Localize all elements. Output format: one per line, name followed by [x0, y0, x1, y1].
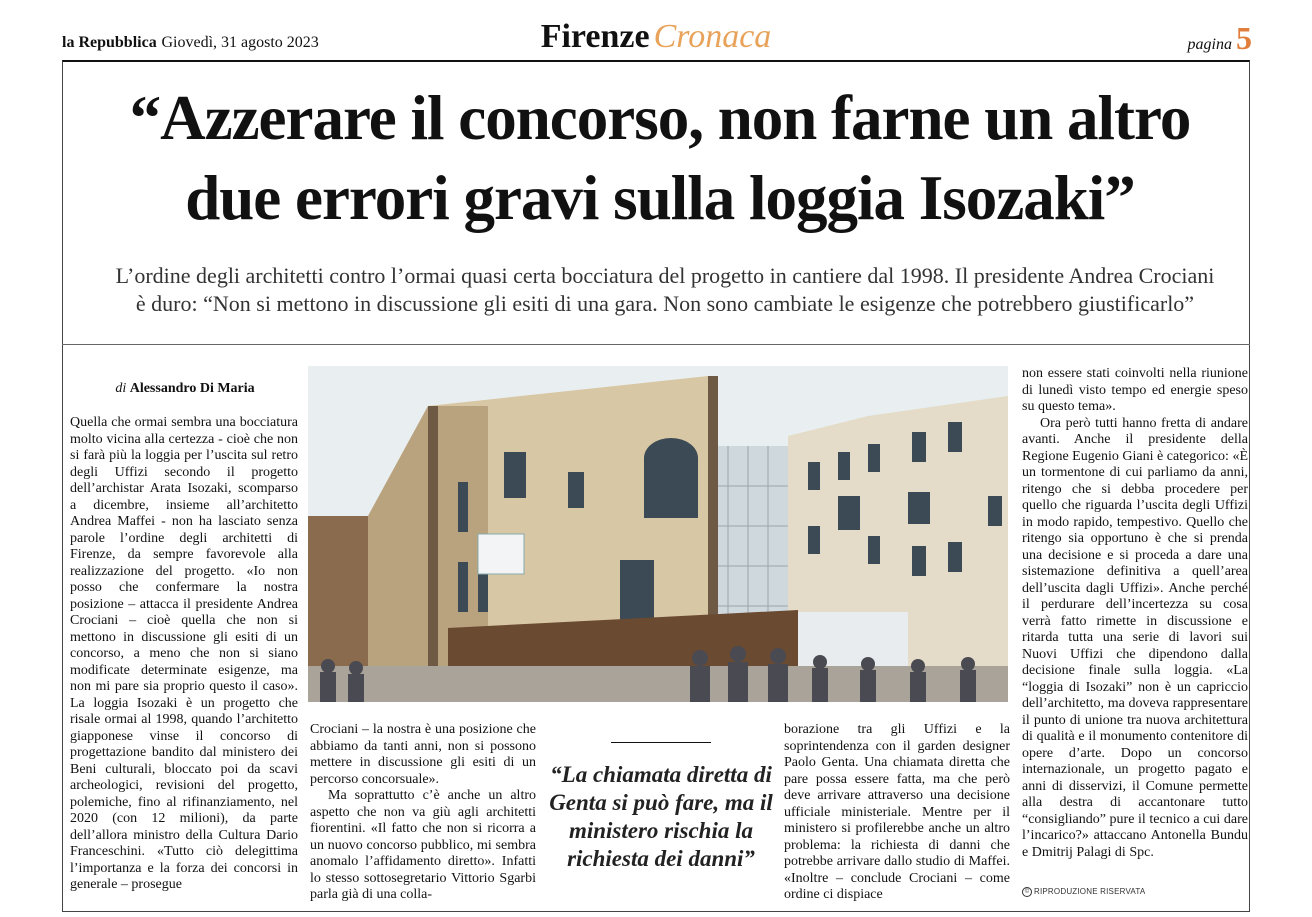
byline-author: Alessandro Di Maria [129, 381, 255, 396]
copyright-icon: © [1022, 887, 1032, 897]
headline [70, 78, 1250, 238]
quote-rule [611, 742, 711, 743]
paragraph: Ora però tutti hanno fretta di andare avanti. Anche il presidente della Regione Eugenio Giani è categorico: «È un tormentone di cui parliamo da anni, ritengo che si debba procedere per quello che riguarda l’uscita degli Uffizi in modo rapido, tempestivo. Quello che ritengo sia opportuno è che si prenda una decisione e si proceda a dare una sistemazione definitiva a quell’area dell’uscita dagli Uffizi». Anche perché il perdurare dell’incertezza su cosa verrà fatto rimette in discussione e ritarda tutta una serie di lavori sui Nuovi Uffizi che dipendono dalla decisione finale sulla loggia. «La “loggia di Isozaki” non è un capriccio dell’architetto, ma doveva rappresentare il punto di unione tra nuova architettura di qualità e il monumento contenitore di opere d’arte. Dopo un concorso internazionale, un progetto pagato e anni di disservizi, il Comune permette alla destra di accantonare tutto “consigliando” pure il tecnico a cui dare l’incarico?» attaccano Antonella Bundu e Dmitrij Palagi di Spc. [1022, 415, 1248, 860]
page-number: 5 [1236, 20, 1252, 56]
article-column-4 [784, 722, 1010, 904]
newspaper-brand: la Repubblica [62, 34, 157, 51]
uffizi-photo-illustration [308, 366, 1008, 702]
paragraph: Ma soprattutto c’è anche un altro aspetto che non va giù agli architetti fiorentini. «Il fatto che non si ricorra a un nuovo concorso pubblico, mi sembra anomalo l’affidamento diretto». Infatti lo stesso sottosegretario Vittorio Sgarbi parla già di una colla- [310, 788, 536, 902]
paragraph: Crociani – la nostra è una posizione che abbiamo da tanti anni, non si possono mettere in discussione gli esiti di un percorso concorsuale». [310, 722, 536, 787]
divider [62, 344, 1250, 345]
summary-line-1: L’ordine degli architetti contro l’ormai quasi certa bocciatura del progetto in cantiere dal 1998. Il presidente Andrea Crociani [115, 263, 1215, 288]
summary [90, 262, 1240, 318]
paragraph: non essere stati coinvolti nella riunione di lunedì visto tempo ed energie speso su questo tema». [1022, 366, 1248, 414]
copyright-text: RIPRODUZIONE RISERVATA [1034, 887, 1146, 897]
article-column-5 [1022, 366, 1248, 861]
headline-line-2: due errori gravi sulla loggia Isozaki” [185, 163, 1135, 233]
section-header [0, 18, 1312, 56]
copyright-notice [1022, 887, 1145, 897]
paragraph: borazione tra gli Uffizi e la soprintendenza con il garden designer Paolo Genta. Una chiamata diretta che pare possa essere fatta, ma che però deve arrivare attraverso una decisione ufficiale ministeriale. Mentre per il ministero si profilerebbe anche un altro problema: la richiesta di danni che potrebbe arrivare dallo studio di Maffei. «Inoltre – conclude Crociani – come ordine ci dispiace [784, 722, 1010, 902]
article-column-2 [310, 722, 536, 904]
byline [62, 381, 308, 397]
pull-quote [548, 742, 774, 887]
article-column-1 [70, 415, 298, 894]
section-city: Firenze [540, 18, 650, 55]
headline-line-1: “Azzerare il concorso, non farne un altro [129, 83, 1191, 153]
paragraph: Quella che ormai sembra una bocciatura molto vicina alla certezza - cioè che non si farà più la loggia per l’uscita sul retro degli Uffizi secondo il progetto dell’archistar Arata Isozaki, scomparso a dicembre, insieme all’architetto Andrea Maffei - non ha lasciato senza parole l’ordine degli architetti di Firenze, da sempre favorevole alla realizzazione del progetto. «Io non posso che confermare la nostra posizione – attacca il presidente Andrea Crociani – cioè quella che non si mettono in discussione gli esiti di un concorso, a meno che non si siano modificate determinate esigenze, ma non mi pare sia proprio questo il caso». La loggia Isozaki è un progetto che risale ormai al 1998, quando l’architetto giapponese vinse il concorso di progettazione bandito dal ministero dei Beni culturali, bloccato poi da scavi archeologici, revisioni del progetto, polemiche, fino al rifinanziamento, nel 2020 (con 12 milioni), da parte dell’allora ministro della Cultura Dario Franceschini. «Tutto ciò delegittima l’importanza e la forza dei concorsi in generale – prosegue [70, 415, 298, 892]
pull-quote-text: “La chiamata diretta di Genta si può fare, ma il ministero rischia la richiesta dei danni” [549, 762, 773, 871]
issue-date: Giovedì, 31 agosto 2023 [161, 34, 319, 51]
masthead [0, 0, 1312, 60]
page-indicator [1188, 20, 1252, 57]
article-photo [308, 366, 1008, 702]
byline-prefix: di [115, 381, 127, 396]
summary-line-2: è duro: “Non si mettono in discussione gli esiti di una gara. Non sono cambiate le esigenze che potrebbero giustificarlo” [135, 291, 1195, 316]
page-label: pagina [1187, 36, 1232, 53]
section-name: Cronaca [653, 18, 772, 55]
